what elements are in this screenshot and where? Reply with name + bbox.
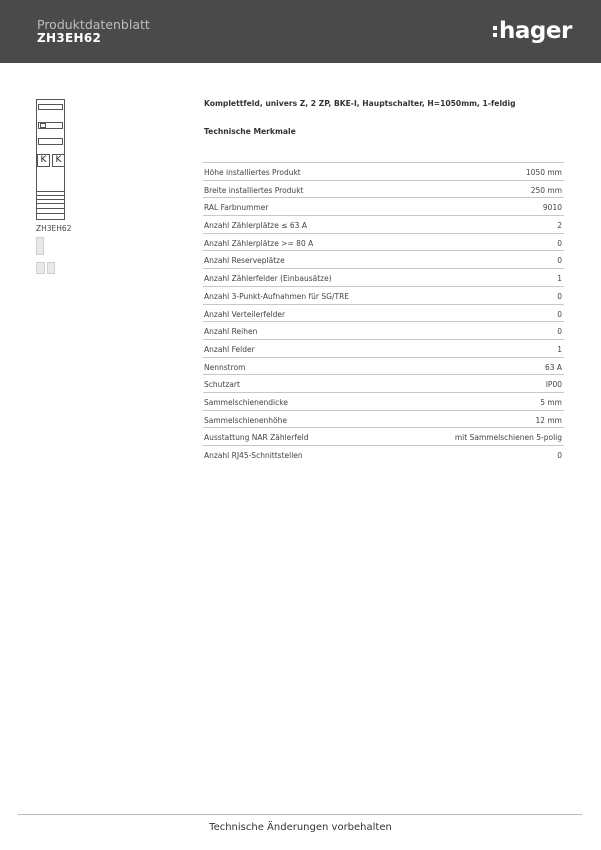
spec-row: [203, 393, 564, 411]
spec-value: 0: [557, 309, 562, 319]
spec-value: 5 mm: [540, 397, 562, 407]
spec-key: Anzahl 3-Punkt-Aufnahmen für SG/TRE: [204, 291, 350, 301]
spec-key: Anzahl Reserveplätze: [204, 256, 285, 266]
footer-divider: [18, 814, 582, 815]
spec-row: [203, 287, 564, 305]
spec-row: [203, 269, 564, 287]
document-type: Produktdatenblatt: [37, 17, 150, 32]
spec-value: 0: [557, 451, 562, 460]
spec-value: mit Sammelschienen 5-polig: [454, 433, 562, 443]
spec-row: [203, 358, 564, 376]
spec-value: 250 mm: [530, 185, 562, 195]
spec-key: Anzahl RJ45-Schnittstellen: [204, 451, 303, 460]
spec-key: Nennstrom: [204, 362, 246, 372]
spec-row: [203, 411, 564, 429]
spec-row: [203, 340, 564, 358]
spec-row: [203, 375, 564, 393]
thumbnail-image: [47, 262, 55, 274]
spec-key: Anzahl Reihen: [204, 327, 258, 337]
spec-row: [203, 234, 564, 252]
product-code: ZH3EH62: [37, 31, 102, 45]
spec-row: [203, 181, 564, 199]
product-title: Komplettfeld, univers Z, 2 ZP, BKE-I, Hauptschalter, H=1050mm, 1-feldig: [204, 99, 516, 108]
spec-row: [203, 305, 564, 323]
spec-value: 0: [557, 238, 562, 248]
spec-key: Anzahl Zählerplätze ≤ 63 A: [204, 221, 307, 231]
section-title: Technische Merkmale: [204, 127, 296, 136]
spec-key: Ausstattung NAR Zählerfeld: [204, 433, 309, 443]
hager-logo: [493, 16, 572, 46]
thumbnail-image: [36, 262, 45, 274]
spec-key: Breite installiertes Produkt: [204, 185, 304, 195]
spec-key: Anzahl Zählerfelder (Einbausätze): [204, 274, 332, 284]
spec-table: [203, 162, 564, 463]
spec-key: Sammelschienenhöhe: [204, 415, 287, 425]
meter-slot-k-right: K: [52, 154, 65, 167]
spec-row: [203, 428, 564, 446]
spec-key: RAL Farbnummer: [204, 203, 269, 213]
spec-value: 0: [557, 291, 562, 301]
spec-value: IP00: [545, 380, 562, 390]
spec-value: 63 A: [544, 362, 562, 372]
spec-value: 9010: [542, 203, 562, 213]
spec-row: [203, 216, 564, 234]
spec-value: 1: [557, 344, 562, 354]
drawing-caption: ZH3EH62: [36, 224, 72, 233]
spec-value: 2: [557, 221, 562, 231]
spec-key: Anzahl Verteilerfelder: [204, 309, 286, 319]
spec-key: Schutzart: [204, 380, 240, 390]
logo-text: hager: [499, 18, 572, 44]
spec-key: Anzahl Zählerplätze >= 80 A: [204, 238, 314, 248]
spec-key: Höhe installiertes Produkt: [204, 168, 301, 177]
spec-value: 12 mm: [535, 415, 562, 425]
spec-value: 1: [557, 274, 562, 284]
thumbnail-image: [36, 237, 44, 255]
spec-row: [203, 198, 564, 216]
page-header: [0, 0, 601, 63]
spec-value: 0: [557, 327, 562, 337]
spec-value: 0: [557, 256, 562, 266]
spec-row: [203, 163, 564, 181]
spec-value: 1050 mm: [525, 168, 562, 177]
spec-row: [203, 251, 564, 269]
spec-row: [203, 322, 564, 340]
spec-key: Anzahl Felder: [204, 344, 255, 354]
footer-note: Technische Änderungen vorbehalten: [209, 822, 392, 833]
meter-slot-k-left: K: [37, 154, 50, 167]
product-drawing: [36, 99, 65, 220]
spec-row: [203, 446, 564, 463]
logo-mark-icon: [493, 26, 497, 37]
spec-key: Sammelschienendicke: [204, 397, 288, 407]
